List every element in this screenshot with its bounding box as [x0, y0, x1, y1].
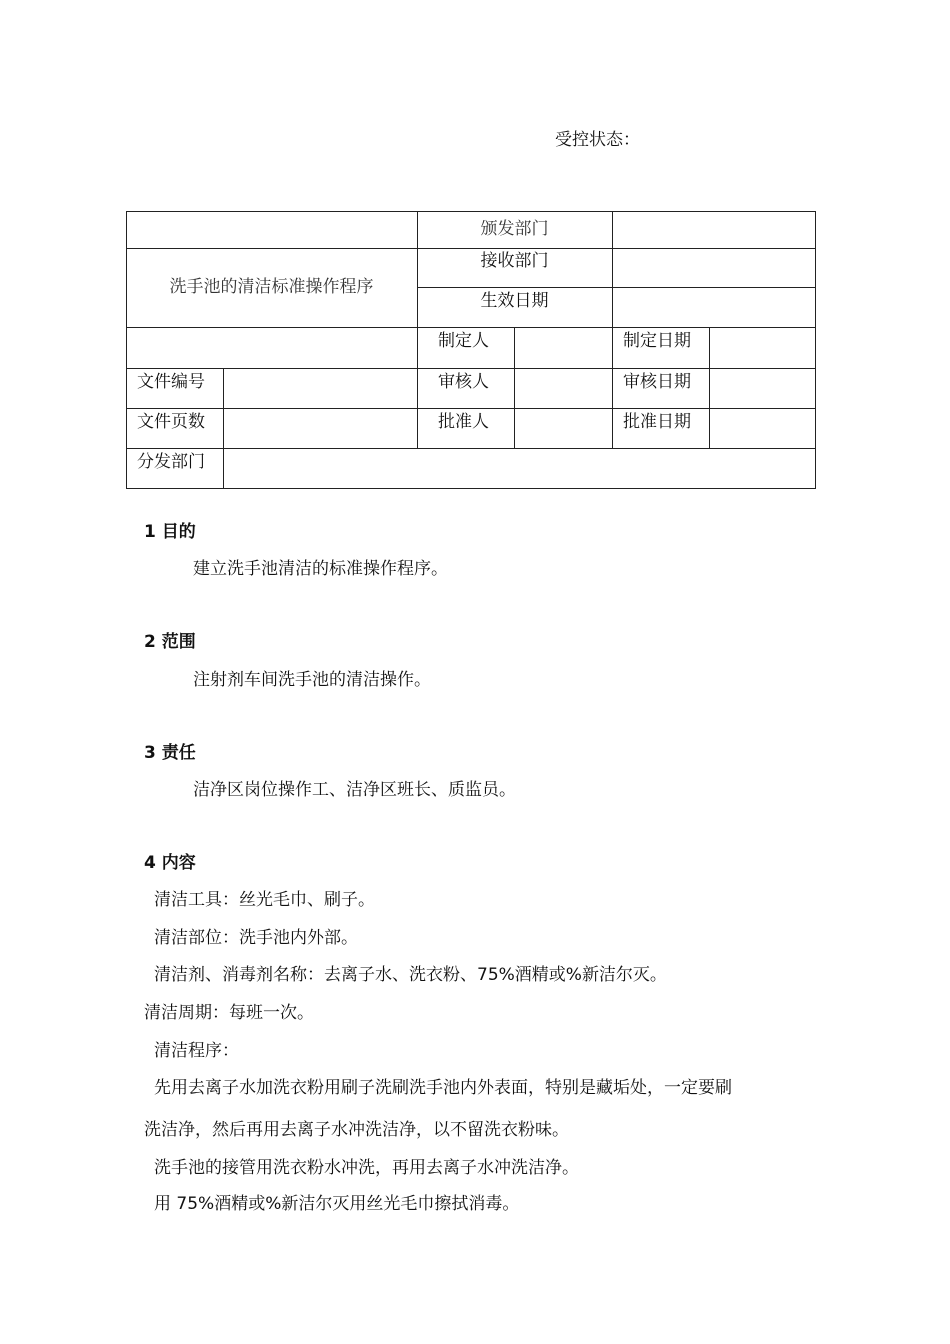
section-body-responsibility: 洁净区岗位操作工、洁净区班长、质监员。 — [193, 780, 516, 800]
content-line: 清洁部位：洗手池内外部。 — [154, 928, 358, 948]
doc-number-label: 文件编号 — [137, 372, 205, 392]
content-line: 洗洁净，然后再用去离子水冲洗洁净，以不留洗衣粉味。 — [144, 1120, 569, 1140]
approve-date-label: 批准日期 — [623, 412, 691, 432]
approver-label: 批准人 — [438, 412, 489, 432]
reviewer-label: 审核人 — [438, 372, 489, 392]
table-border-bottom — [126, 488, 816, 489]
control-status-label: 受控状态： — [555, 130, 640, 150]
content-line: 先用去离子水加洗衣粉用刷子洗刷洗手池内外表面，特别是藏垢处，一定要刷 — [154, 1078, 732, 1098]
table-border-right — [815, 211, 816, 489]
table-rule — [417, 287, 816, 288]
table-rule — [709, 327, 710, 449]
table-rule — [126, 448, 816, 449]
table-rule — [126, 248, 816, 249]
content-line: 清洁剂、消毒剂名称：去离子水、洗衣粉、75%酒精或%新洁尔灭。 — [154, 965, 667, 985]
table-rule — [223, 368, 224, 489]
content-line: 用 75%酒精或%新洁尔灭用丝光毛巾擦拭消毒。 — [154, 1194, 520, 1214]
table-rule — [126, 327, 816, 328]
document-info-table — [126, 211, 816, 489]
section-title-content: 4 内容 — [144, 853, 196, 873]
section-title-purpose: 1 目的 — [144, 522, 196, 542]
draft-date-label: 制定日期 — [623, 331, 691, 351]
issuing-dept-label: 颁发部门 — [480, 219, 549, 239]
doc-pages-label: 文件页数 — [137, 412, 205, 432]
table-rule — [612, 211, 613, 449]
content-line: 洗手池的接管用洗衣粉水冲洗，再用去离子水冲洗洁净。 — [154, 1158, 579, 1178]
table-border-left — [126, 211, 127, 489]
review-date-label: 审核日期 — [623, 372, 691, 392]
table-rule — [417, 211, 418, 449]
content-line: 清洁程序： — [154, 1041, 239, 1061]
table-rule — [514, 327, 515, 449]
table-rule — [126, 408, 816, 409]
table-border-top — [126, 211, 816, 212]
content-line: 清洁工具：丝光毛巾、刷子。 — [154, 890, 375, 910]
section-body-scope: 注射剂车间洗手池的清洁操作。 — [193, 670, 431, 690]
table-rule — [126, 368, 816, 369]
effective-date-label: 生效日期 — [480, 291, 549, 311]
section-body-purpose: 建立洗手池清洁的标准操作程序。 — [193, 559, 448, 579]
section-title-responsibility: 3 责任 — [144, 743, 196, 763]
content-line: 清洁周期：每班一次。 — [144, 1003, 314, 1023]
distribution-label: 分发部门 — [137, 452, 205, 472]
section-title-scope: 2 范围 — [144, 632, 196, 652]
receiving-dept-label: 接收部门 — [480, 251, 549, 271]
document-title: 洗手池的清洁标准操作程序 — [169, 277, 374, 297]
drafter-label: 制定人 — [438, 331, 489, 351]
